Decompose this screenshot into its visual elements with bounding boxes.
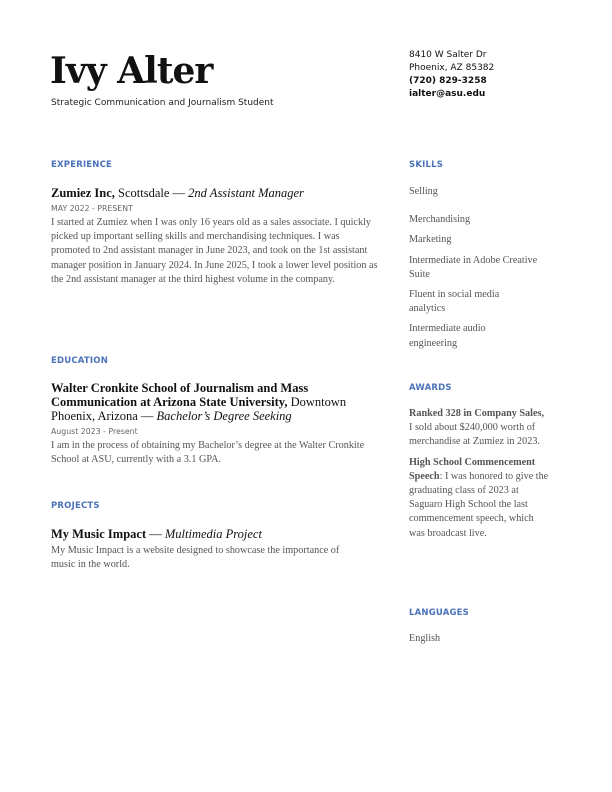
experience-entry (51, 186, 381, 287)
project-name: My Music Impact (51, 527, 147, 541)
award-title: Ranked 328 in Company Sales, (409, 408, 545, 419)
languages-list (409, 632, 559, 646)
education-entry (51, 381, 363, 467)
education-date: August 2023 - Present (51, 427, 138, 436)
experience-date: MAY 2022 - PRESENT (51, 204, 133, 213)
experience-org: Zumiez Inc, (51, 186, 115, 200)
project-type: Multimedia Project (164, 527, 262, 541)
address-line-2: Phoenix, AZ 85382 (409, 63, 495, 73)
skill-item: Intermediate audio engineering (409, 323, 486, 349)
skills-list (409, 185, 554, 351)
project-description: My Music Impact is a website designed to showcase the importance of music in the world. (51, 545, 340, 571)
skill-item: Fluent in social media analytics (409, 289, 500, 315)
education-title (51, 381, 363, 423)
award-text: : I was honored to give the graduating class of 2023 at Saguaro High School the last commencement speech, which was broadcast live. (409, 470, 549, 539)
skill-item: Selling (409, 186, 438, 197)
phone-number: (720) 829-3258 (409, 76, 487, 86)
education-org: Walter Cronkite School of Journalism and Mass Communication at Arizona State University, (51, 381, 309, 409)
skill-item: Marketing (409, 234, 452, 246)
experience-heading: EXPERIENCE (51, 160, 113, 170)
project-separator: — (146, 527, 165, 541)
candidate-name: Ivy Alter (50, 50, 213, 92)
award-text: I sold about $240,000 worth of merchandise at Zumiez in 2023. (409, 422, 540, 448)
skills-heading: SKILLS (409, 160, 444, 170)
award-item (409, 407, 549, 450)
language-item: English (409, 633, 441, 644)
skill-item: Intermediate in Adobe Creative Suite (409, 254, 538, 280)
email-address: ialter@asu.edu (409, 89, 486, 99)
experience-location: Scottsdale — (114, 186, 189, 200)
awards-list (409, 407, 549, 547)
project-entry (51, 527, 361, 572)
languages-heading: LANGUAGES (409, 608, 470, 618)
award-title: High School Commencement Speech (409, 456, 536, 482)
education-heading: EDUCATION (51, 356, 109, 366)
project-title (51, 527, 361, 541)
award-item (409, 456, 549, 541)
experience-title (51, 186, 381, 200)
address-line-1: 8410 W Salter Dr (409, 50, 487, 60)
experience-role: 2nd Assistant Manager (188, 186, 304, 200)
candidate-tagline: Strategic Communication and Journalism Student (51, 98, 274, 108)
education-role: Bachelor’s Degree Seeking (156, 409, 292, 423)
skill-item: Merchandising (409, 214, 471, 226)
education-location: Downtown Phoenix, Arizona — (51, 395, 347, 423)
contact-block (409, 49, 494, 101)
experience-description: I started at Zumiez when I was only 16 years old as a sales associate. I quickly picked up important selling skills and merchandising techniques. I was promoted to 2nd assistant manager in June 2023, and took on the 1st assistant manager position in January 2024. In June 2025, I took a lower level position as the 2nd assistant manager at the third highest volume in the company. (51, 217, 378, 285)
awards-heading: AWARDS (409, 383, 452, 393)
education-description: I am in the process of obtaining my Bachelor’s degree at the Walter Cronkite School at ASU, currently with a 3.1 GPA. (51, 440, 365, 466)
projects-heading: PROJECTS (51, 501, 100, 511)
